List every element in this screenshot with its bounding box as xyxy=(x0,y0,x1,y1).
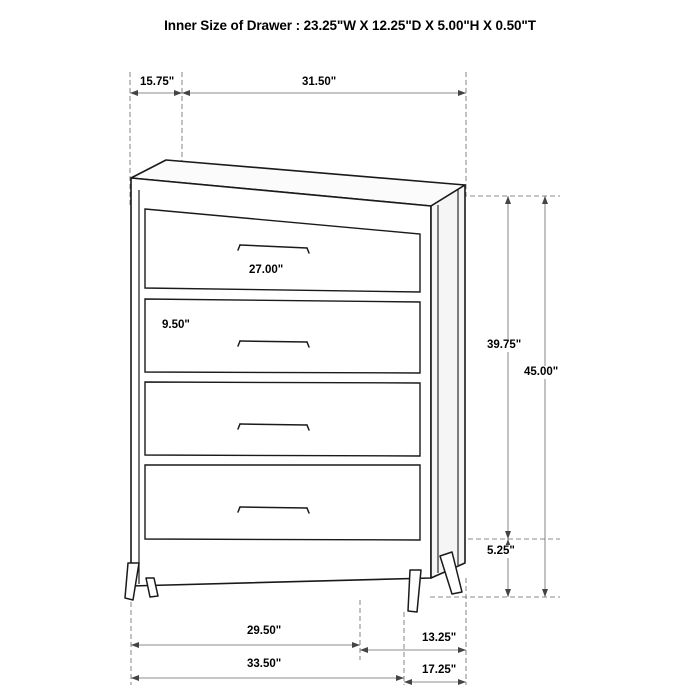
dimension-label-drawer-width: 27.00" xyxy=(249,264,284,276)
dimension-label-depth-top: 15.75" xyxy=(140,76,175,88)
drawer-3 xyxy=(145,382,420,456)
dimension-label-leg-height: 5.25" xyxy=(487,545,515,557)
drawer-4 xyxy=(145,465,420,540)
dimension-label-base-total-depth: 17.25" xyxy=(422,664,457,676)
dimension-label-base-side-depth: 13.25" xyxy=(422,632,457,644)
page-title: Inner Size of Drawer : 23.25"W X 12.25"D X 5.00"H X 0.50"T xyxy=(164,18,536,33)
dimension-label-body-height: 39.75" xyxy=(487,339,522,351)
dimension-label-width-top: 31.50" xyxy=(302,76,337,88)
dimension-label-base-total-width: 33.50" xyxy=(247,658,282,670)
drawer-2 xyxy=(145,299,420,373)
dimension-label-total-height: 45.00" xyxy=(524,366,559,378)
leg-front-right xyxy=(408,570,421,612)
dimension-label-drawer-height: 9.50" xyxy=(162,319,190,331)
dimension-label-base-front-width: 29.50" xyxy=(247,625,282,637)
